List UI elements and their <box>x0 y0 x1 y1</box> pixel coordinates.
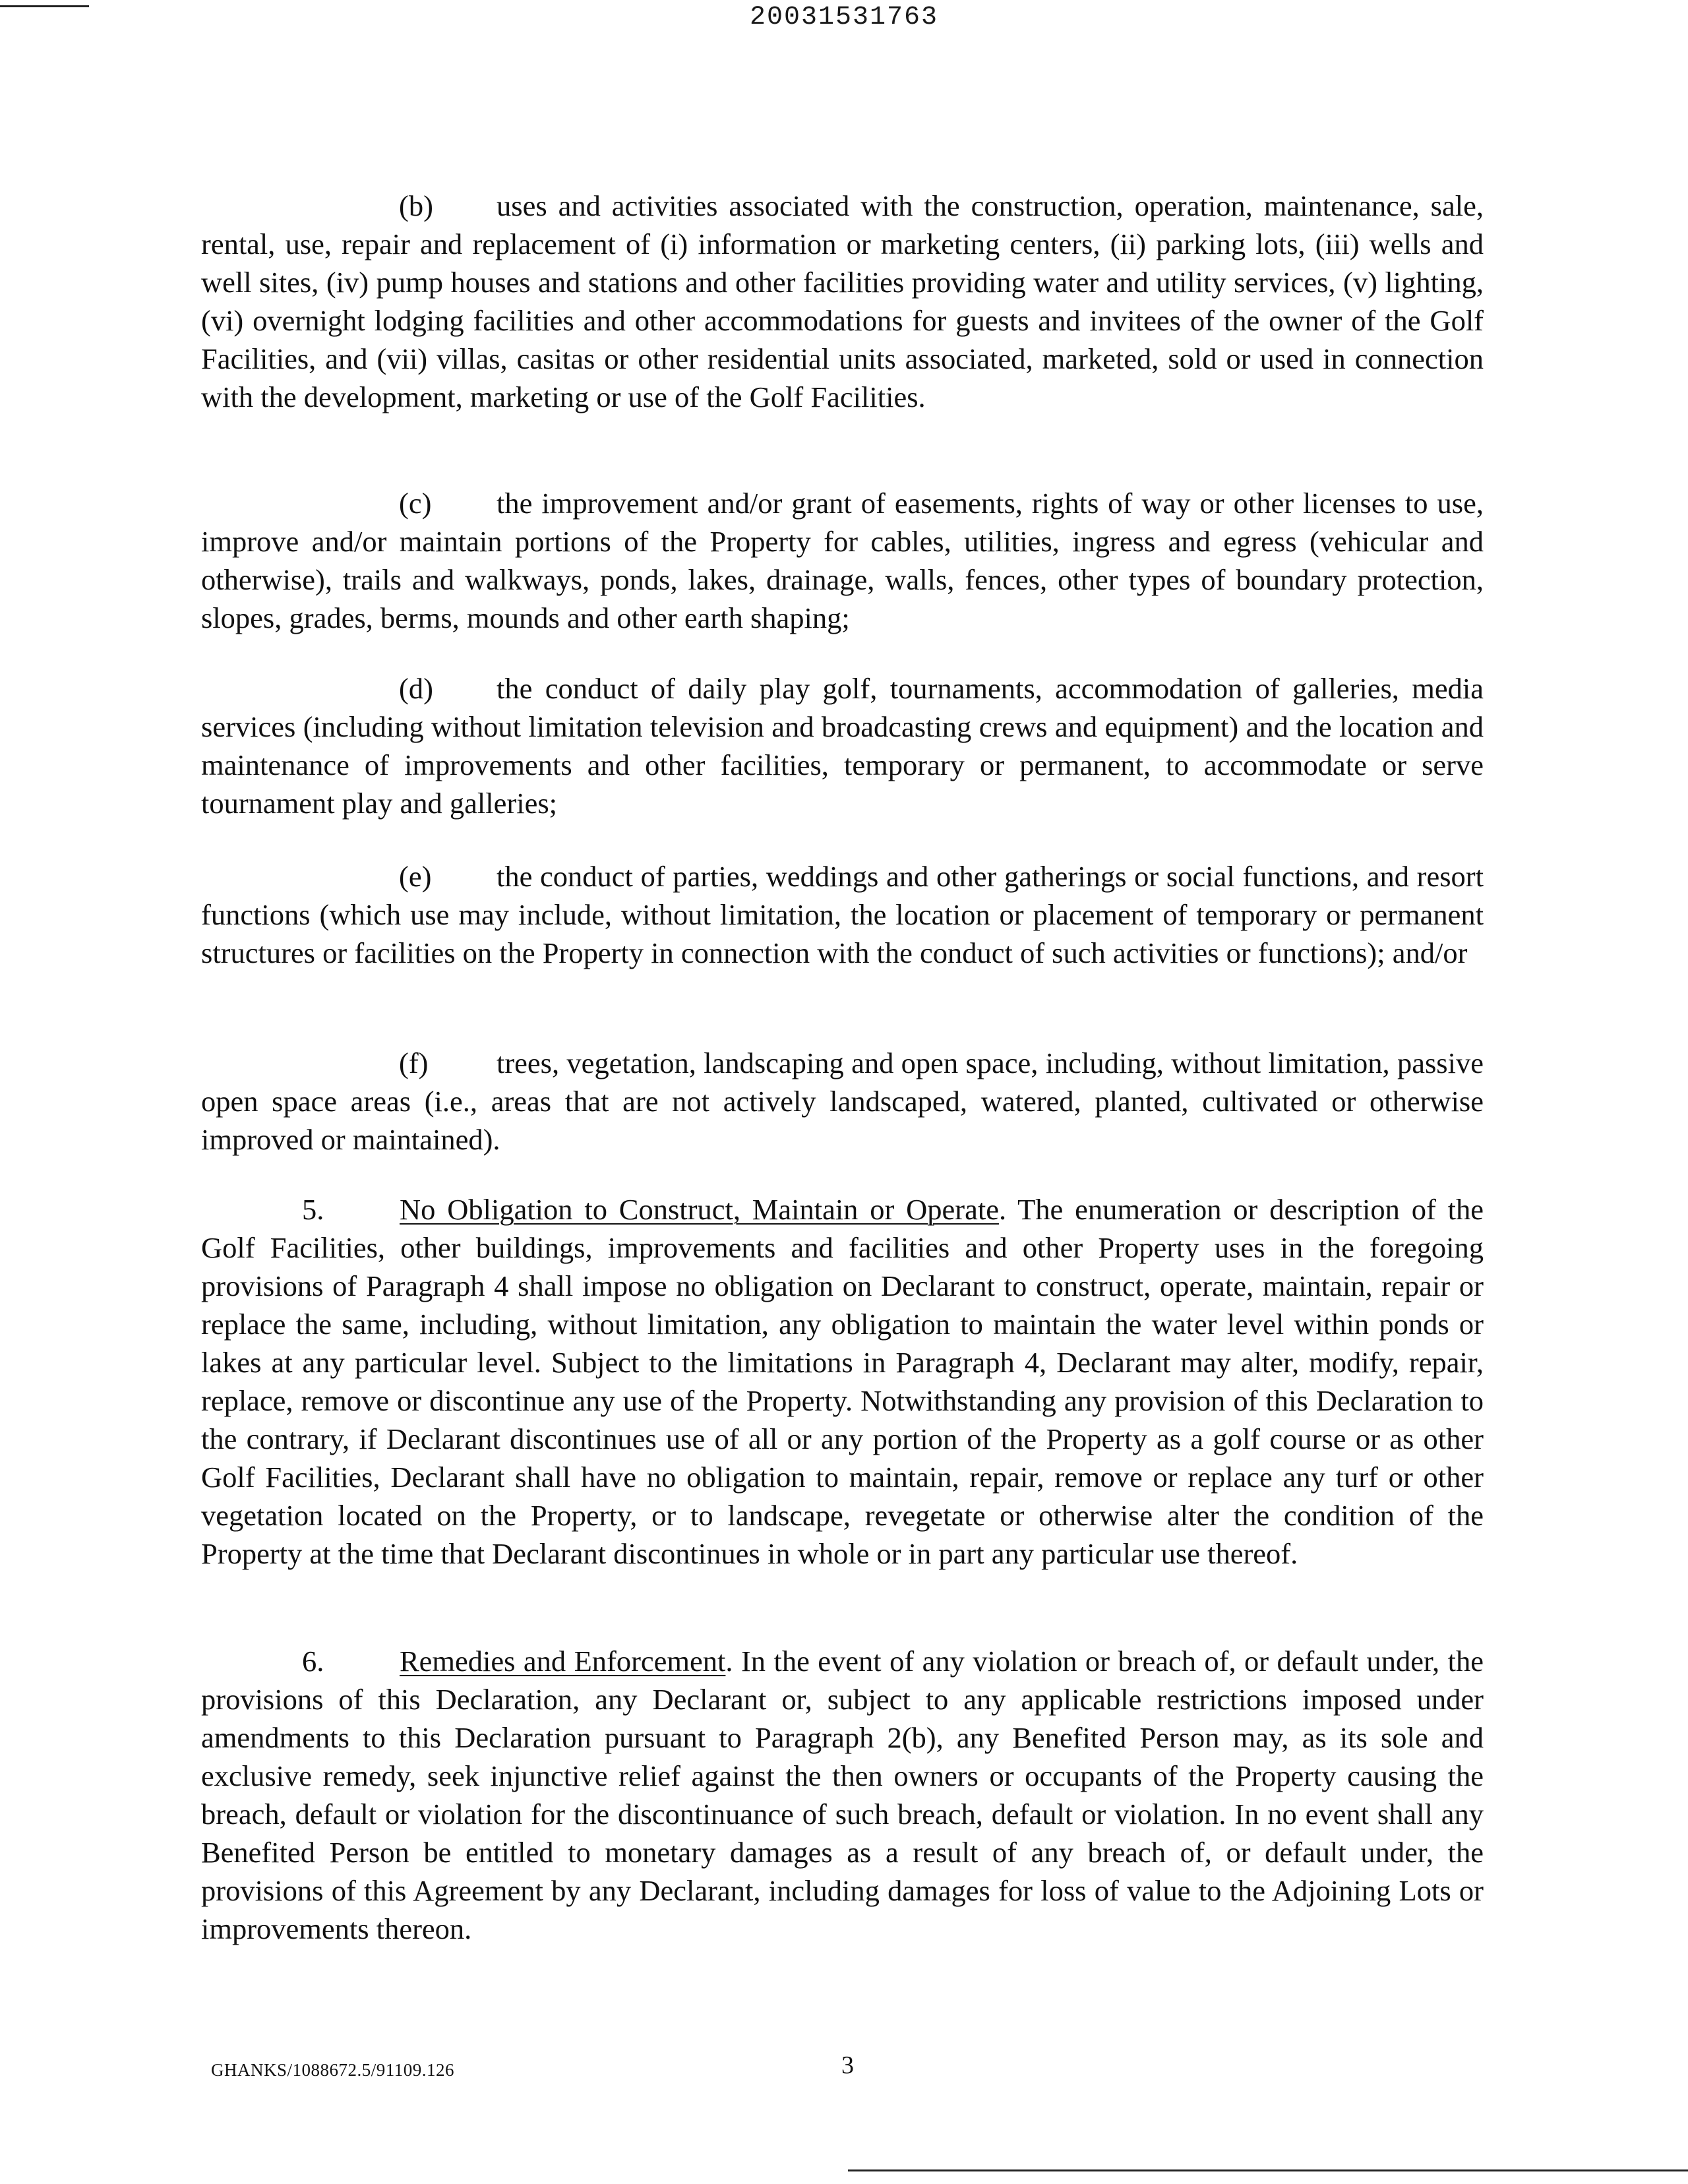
paragraph-e-text: the conduct of parties, weddings and other gatherings or social functions, and resort functions (which use may include, without limitation, the location or placement of temporary or permanent structures or facilities on the Property in connection with the conduct of such activities or functions); and/or <box>201 860 1484 969</box>
paragraph-d <box>201 669 1484 822</box>
footer-document-id: GHANKS/1088672.5/91109.126 <box>211 2060 455 2080</box>
section-6-heading: Remedies and Enforcement <box>400 1645 726 1678</box>
section-5 <box>201 1190 1484 1573</box>
paragraph-f-label: (f) <box>399 1046 429 1079</box>
section-6-text: . In the event of any violation or breach of, or default under, the provisions of this Declaration, any Declarant or, subject to any applicable restrictions imposed under amendments to this Declaration pursuant to Paragraph 2(b), any Benefited Person may, as its sole and exclusive remedy, seek injunctive relief against the then owners or occupants of the Property causing the breach, default or violation for the discontinuance of such breach, default or violation. In no event shall any Benefited Person be entitled to monetary damages as a result of any breach of, or default under, the provisions of this Agreement by any Declarant, including damages for loss of value to the Adjoining Lots or improvements thereon. <box>201 1645 1484 1945</box>
paragraph-c <box>201 484 1484 637</box>
section-5-text: . The enumeration or description of the Golf Facilities, other buildings, improvements and facilities and other Property uses in the foregoing provisions of Paragraph 4 shall impose no obligation on Declarant to construct, operate, maintain, repair or replace the same, including, without limitation, any obligation to maintain the water level within ponds or lakes at any particular level. Subject to the limitations in Paragraph 4, Declarant may alter, modify, repair, replace, remove or discontinue any use of the Property. Notwithstanding any provision of this Declaration to the contrary, if Declarant discontinues use of all or any portion of the Property as a golf course or as other Golf Facilities, Declarant shall have no obligation to maintain, repair, remove or replace any turf or other vegetation located on the Property, or to landscape, revegetate or otherwise alter the condition of the Property at the time that Declarant discontinues in whole or in part any particular use thereof. <box>201 1193 1484 1570</box>
paragraph-f <box>201 1044 1484 1159</box>
paragraph-d-text: the conduct of daily play golf, tournaments, accommodation of galleries, media services (including without limitation television and broadcasting crews and equipment) and the location and maintenance of improvements and other facilities, temporary or permanent, to accommodate or serve tournament play and galleries; <box>201 672 1484 820</box>
paragraph-b-label: (b) <box>399 189 433 222</box>
paragraph-d-label: (d) <box>399 672 433 705</box>
paragraph-c-label: (c) <box>399 487 432 520</box>
section-6 <box>201 1642 1484 1948</box>
section-5-heading: No Obligation to Construct, Maintain or Operate <box>400 1193 999 1226</box>
paragraph-b-text: uses and activities associated with the construction, operation, maintenance, sale, rental, use, repair and replacement of (i) information or marketing centers, (ii) parking lots, (iii) wells and well sites, (iv) pump houses and stations and other facilities providing water and utility services, (v) lighting, (vi) overnight lodging facilities and other accommodations for guests and invitees of the owner of the Golf Facilities, and (vii) villas, casitas or other residential units associated, marketed, sold or used in connection with the development, marketing or use of the Golf Facilities. <box>201 189 1484 413</box>
bottom-right-rule <box>848 2169 1688 2171</box>
paragraph-c-text: the improvement and/or grant of easements, rights of way or other licenses to use, improve and/or maintain portions of the Property for cables, utilities, ingress and egress (vehicular and otherwise), trails and walkways, ponds, lakes, drainage, walls, fences, other types of boundary protection, slopes, grades, berms, mounds and other earth shaping; <box>201 487 1484 634</box>
paragraph-e <box>201 857 1484 972</box>
document-number: 20031531763 <box>749 3 939 32</box>
paragraph-e-label: (e) <box>399 860 432 893</box>
paragraph-f-text: trees, vegetation, landscaping and open space, including, without limitation, passive open space areas (i.e., areas that are not actively landscaped, watered, planted, cultivated or otherwise improved or maintained). <box>201 1046 1484 1156</box>
section-6-number: 6. <box>302 1645 324 1678</box>
paragraph-b <box>201 187 1484 416</box>
section-5-number: 5. <box>302 1193 324 1226</box>
page-number: 3 <box>841 2051 854 2079</box>
